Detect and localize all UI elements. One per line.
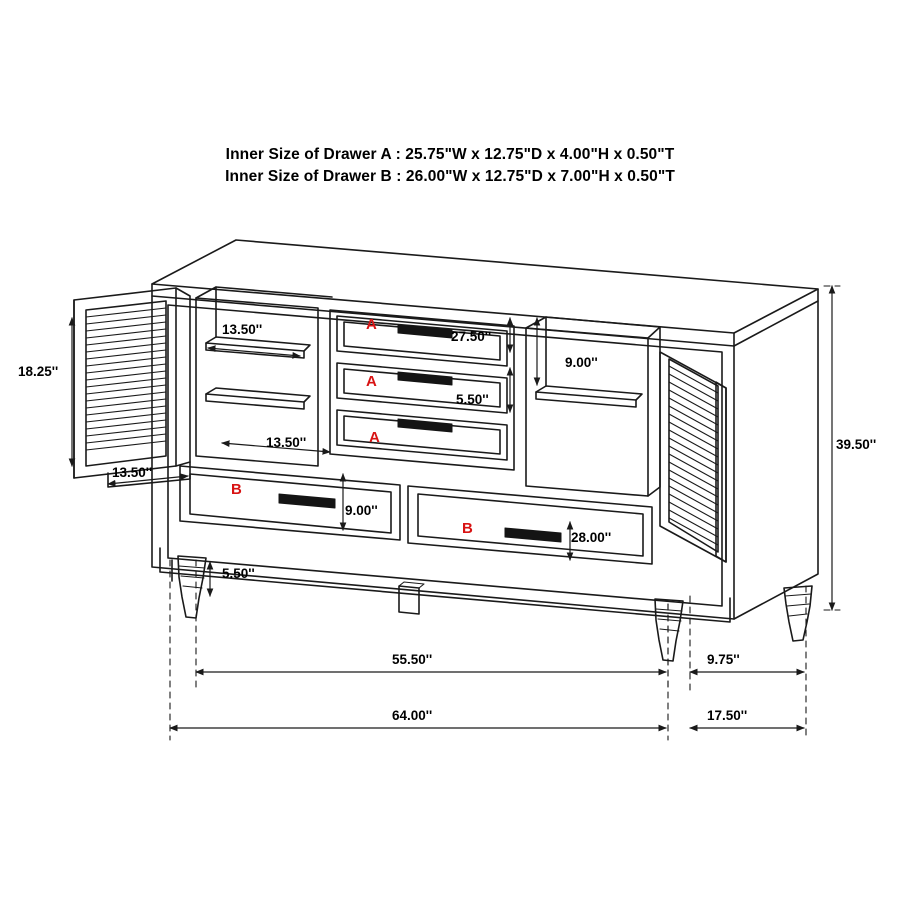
left-door-thickness: [176, 288, 190, 466]
cabinet-right-side: [734, 301, 818, 619]
label-drawer-b-height: 9.00'': [345, 503, 378, 518]
tag-drawer-a-2: A: [366, 373, 377, 390]
cabinet-top-surface: [152, 240, 818, 333]
drawer-b-2-handle: [505, 528, 561, 542]
label-depth-total: 17.50'': [707, 708, 748, 723]
label-overall-width: 64.00'': [392, 708, 433, 723]
right-door-louvers: [669, 366, 718, 545]
label-leg-height: 5.50'': [222, 566, 255, 581]
left-door-louvers: [86, 308, 166, 450]
tag-drawer-b-2: B: [462, 520, 473, 537]
cabinet-face-frame: [168, 305, 722, 606]
label-drawer-a-height: 5.50'': [456, 392, 489, 407]
label-case-width: 55.50'': [392, 652, 433, 667]
drawer-b-1-handle: [279, 494, 335, 508]
label-drawer-b-width: 28.00'': [571, 530, 612, 545]
tag-drawer-a-1: A: [366, 316, 377, 333]
right-compartment-opening: [526, 328, 648, 496]
right-shelf: [536, 392, 636, 407]
drawer-a-3-handle: [398, 419, 452, 432]
tag-drawer-a-3: A: [369, 429, 380, 446]
cabinet-top-right-edge: [734, 289, 818, 346]
drawer-a-spec-text: Inner Size of Drawer A : 25.75"W x 12.75"D x 4.00"H x 0.50"T: [225, 146, 675, 163]
label-shelf-depth-top: 13.50'': [222, 322, 263, 337]
left-shelf-lower: [206, 394, 304, 409]
label-overall-height: 39.50'': [836, 437, 877, 452]
label-right-opening-height: 9.00'': [565, 355, 598, 370]
drawer-b-spec-text: Inner Size of Drawer B : 26.00"W x 12.75"D x 7.00"H x 0.50"T: [225, 168, 675, 185]
drawer-a-2-handle: [398, 372, 452, 385]
drawer-b-2: [408, 486, 652, 564]
label-door-width: 13.50'': [112, 465, 153, 480]
label-drawer-a-width: 27.50'': [451, 329, 492, 344]
left-shelf-upper: [206, 343, 304, 358]
tag-drawer-b-1: B: [231, 481, 242, 498]
label-shelf-depth-bottom: 13.50'': [266, 435, 307, 450]
label-left-height: 18.25'': [18, 364, 59, 379]
label-depth-front: 9.75'': [707, 652, 740, 667]
right-interior-right-wall: [648, 327, 660, 496]
